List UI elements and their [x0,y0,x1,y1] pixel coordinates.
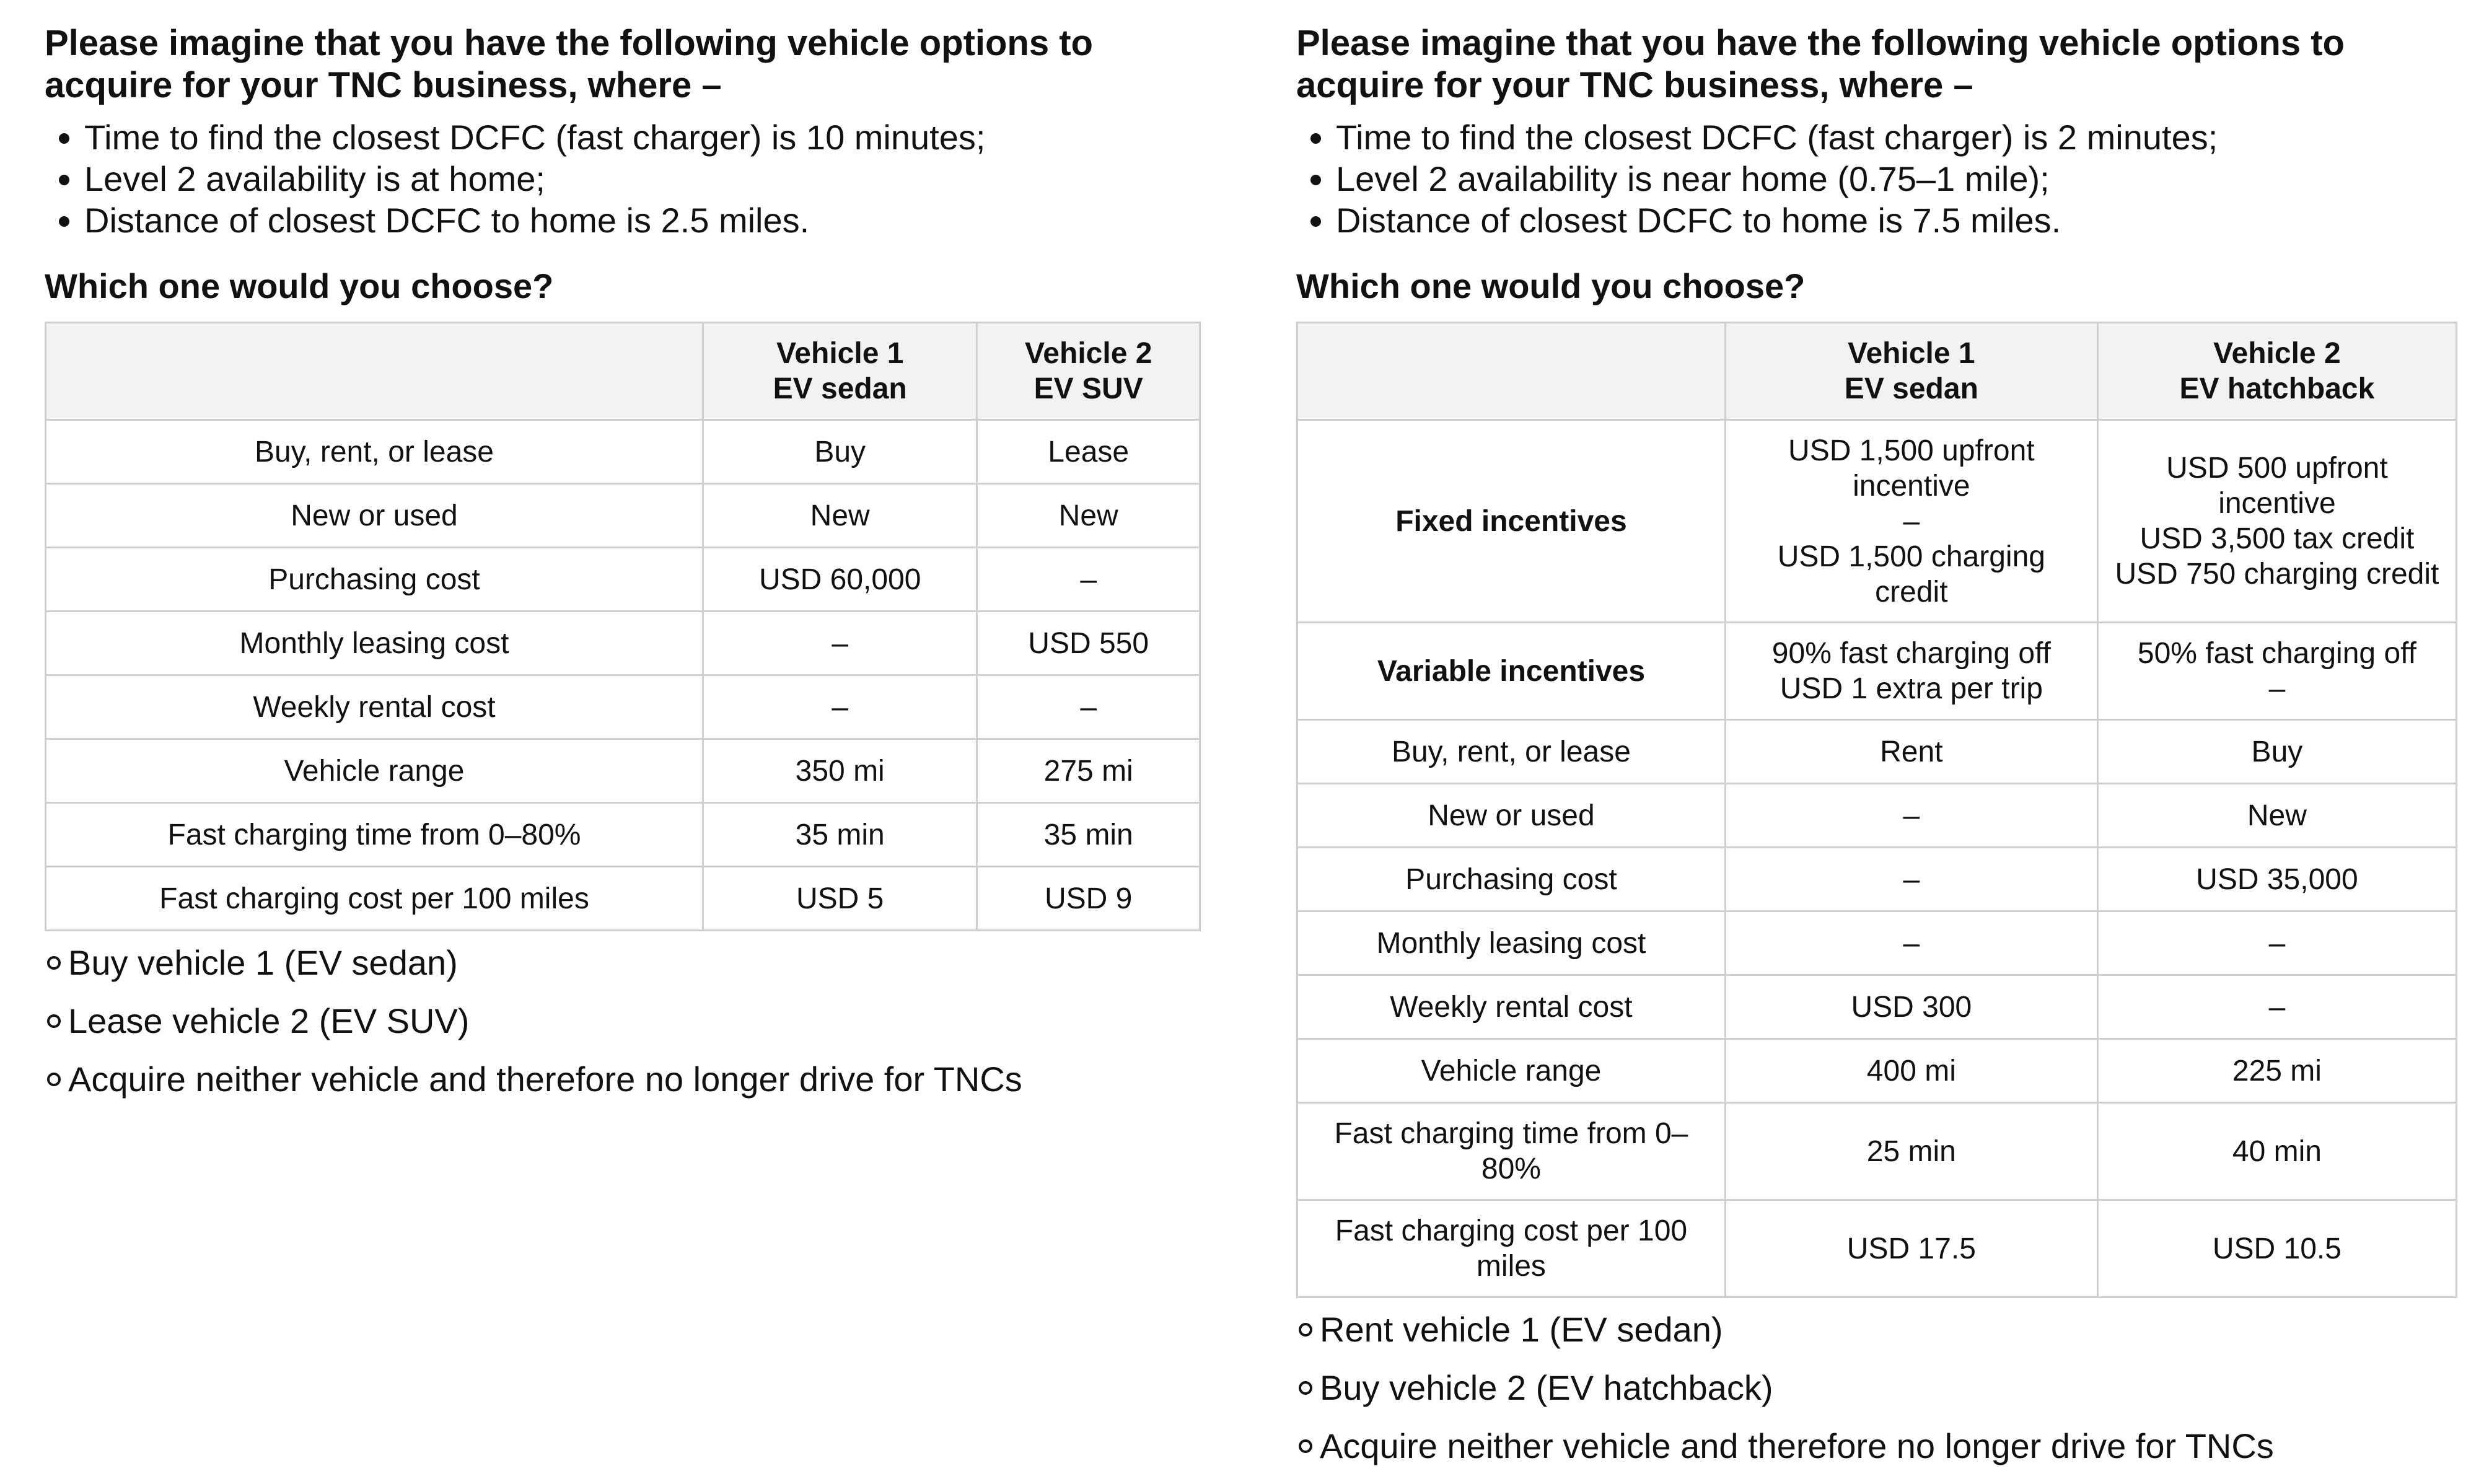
header-empty-cell [46,323,703,420]
answer-option-2[interactable] [45,1001,1209,1042]
radio-icon[interactable] [47,1014,61,1028]
vehicle-1-value: USD 1,500 upfront incentive – USD 1,500 charging credit [1725,420,2097,623]
vehicle-options-table [1296,322,2457,1298]
attribute-label: Buy, rent, or lease [1297,720,1726,784]
table-row [1297,1103,2457,1200]
question-text: Which one would you choose? [45,266,554,305]
radio-icon[interactable] [1299,1381,1312,1395]
vehicle-1-value: 90% fast charging off USD 1 extra per trip [1725,623,2097,720]
vehicle-2-value: – [977,548,1200,612]
vehicle-2-value: USD 10.5 [2097,1200,2456,1297]
attribute-label: Purchasing cost [1297,848,1726,911]
table-row [46,867,1200,931]
answer-label: Acquire neither vehicle and therefore no longer drive for TNCs [1320,1426,2274,1465]
question-text: Which one would you choose? [1296,266,1806,305]
table-header-row [46,323,1200,420]
table-row [1297,720,2457,784]
vehicle-1-value: – [1725,848,2097,911]
vehicle-1-value: – [703,675,977,739]
vehicle-1-value: 35 min [703,803,977,867]
attribute-label: Weekly rental cost [46,675,703,739]
table-row [1297,911,2457,975]
prompt-heading: Please imagine that you have the following vehicle options to acquire for your TNC business, where – [1296,23,2345,105]
vehicle-2-value: USD 35,000 [2097,848,2456,911]
attribute-label: New or used [46,484,703,548]
table-row [46,420,1200,484]
vehicle-options-table [45,322,1201,931]
table-row-fixed-incentives [1297,420,2457,623]
conditions-list [45,116,1209,241]
attribute-label: Monthly leasing cost [46,612,703,675]
vehicle-1-value: – [1725,911,2097,975]
table-row [46,548,1200,612]
vehicle-1-value: USD 300 [1725,975,2097,1039]
attribute-label: Monthly leasing cost [1297,911,1726,975]
radio-icon[interactable] [47,1073,61,1086]
vehicle-2-value: New [977,484,1200,548]
vehicle-2-value: New [2097,784,2456,848]
choice-card-left [45,0,1209,1117]
vehicle-2-value: 35 min [977,803,1200,867]
header-vehicle-1: Vehicle 1 EV sedan [703,323,977,420]
vehicle-1-value: New [703,484,977,548]
answer-option-1[interactable] [1296,1309,2461,1350]
vehicle-2-value: 40 min [2097,1103,2456,1200]
condition-item: • Level 2 availability is near home (0.75–1 mile); [1336,158,2461,200]
vehicle-2-value: USD 9 [977,867,1200,931]
answer-label: Buy vehicle 1 (EV sedan) [68,943,458,982]
condition-item: • Time to find the closest DCFC (fast charger) is 10 minutes; [84,116,1209,158]
answer-option-2[interactable] [1296,1368,2461,1408]
table-row [46,484,1200,548]
header-vehicle-2: Vehicle 2 EV SUV [977,323,1200,420]
attribute-label: Vehicle range [1297,1039,1726,1103]
radio-icon[interactable] [1299,1323,1312,1337]
vehicle-1-value: USD 17.5 [1725,1200,2097,1297]
answer-options [45,942,1209,1100]
vehicle-2-value: USD 550 [977,612,1200,675]
vehicle-2-value: – [2097,911,2456,975]
vehicle-1-value: – [1725,784,2097,848]
answer-label: Acquire neither vehicle and therefore no longer drive for TNCs [68,1060,1022,1099]
table-row-variable-incentives [1297,623,2457,720]
header-empty-cell [1297,323,1726,420]
vehicle-1-value: USD 5 [703,867,977,931]
vehicle-1-value: USD 60,000 [703,548,977,612]
header-vehicle-1: Vehicle 1 EV sedan [1725,323,2097,420]
vehicle-2-value: – [977,675,1200,739]
radio-icon[interactable] [47,956,61,970]
vehicle-1-value: 25 min [1725,1103,2097,1200]
vehicle-2-value: Lease [977,420,1200,484]
radio-icon[interactable] [1299,1439,1312,1453]
vehicle-2-value: – [2097,975,2456,1039]
table-row [1297,975,2457,1039]
table-header-row [1297,323,2457,420]
answer-label: Buy vehicle 2 (EV hatchback) [1320,1368,1773,1407]
answer-option-3[interactable] [45,1059,1209,1100]
attribute-label: New or used [1297,784,1726,848]
attribute-label: Fast charging cost per 100 miles [1297,1200,1726,1297]
vehicle-2-value: Buy [2097,720,2456,784]
condition-item: • Distance of closest DCFC to home is 7.5 miles. [1336,200,2461,241]
condition-item: • Level 2 availability is at home; [84,158,1209,200]
vehicle-1-value: Buy [703,420,977,484]
attribute-label: Fixed incentives [1297,420,1726,623]
table-row [1297,1200,2457,1297]
vehicle-2-value: 50% fast charging off – [2097,623,2456,720]
answer-option-1[interactable] [45,942,1209,983]
header-vehicle-2: Vehicle 2 EV hatchback [2097,323,2456,420]
attribute-label: Purchasing cost [46,548,703,612]
table-row [46,675,1200,739]
attribute-label: Fast charging time from 0–80% [46,803,703,867]
attribute-label: Fast charging cost per 100 miles [46,867,703,931]
attribute-label: Vehicle range [46,739,703,803]
attribute-label: Fast charging time from 0– 80% [1297,1103,1726,1200]
vehicle-1-value: – [703,612,977,675]
attribute-label: Weekly rental cost [1297,975,1726,1039]
table-row [1297,1039,2457,1103]
condition-item: • Time to find the closest DCFC (fast charger) is 2 minutes; [1336,116,2461,158]
vehicle-1-value: 400 mi [1725,1039,2097,1103]
choice-card-right [1296,0,2461,1484]
answer-label: Rent vehicle 1 (EV sedan) [1320,1310,1723,1349]
answer-options [1296,1309,2461,1467]
vehicle-2-value: 225 mi [2097,1039,2456,1103]
table-row [46,803,1200,867]
answer-label: Lease vehicle 2 (EV SUV) [68,1001,470,1040]
attribute-label: Buy, rent, or lease [46,420,703,484]
conditions-list [1296,116,2461,241]
vehicle-1-value: Rent [1725,720,2097,784]
table-row [1297,848,2457,911]
prompt-heading: Please imagine that you have the following vehicle options to acquire for your TNC business, where – [45,23,1093,105]
vehicle-2-value: USD 500 upfront incentive USD 3,500 tax credit USD 750 charging credit [2097,420,2456,623]
vehicle-1-value: 350 mi [703,739,977,803]
answer-option-3[interactable] [1296,1426,2461,1467]
condition-item: • Distance of closest DCFC to home is 2.5 miles. [84,200,1209,241]
table-row [46,739,1200,803]
vehicle-2-value: 275 mi [977,739,1200,803]
table-row [1297,784,2457,848]
table-row [46,612,1200,675]
attribute-label: Variable incentives [1297,623,1726,720]
